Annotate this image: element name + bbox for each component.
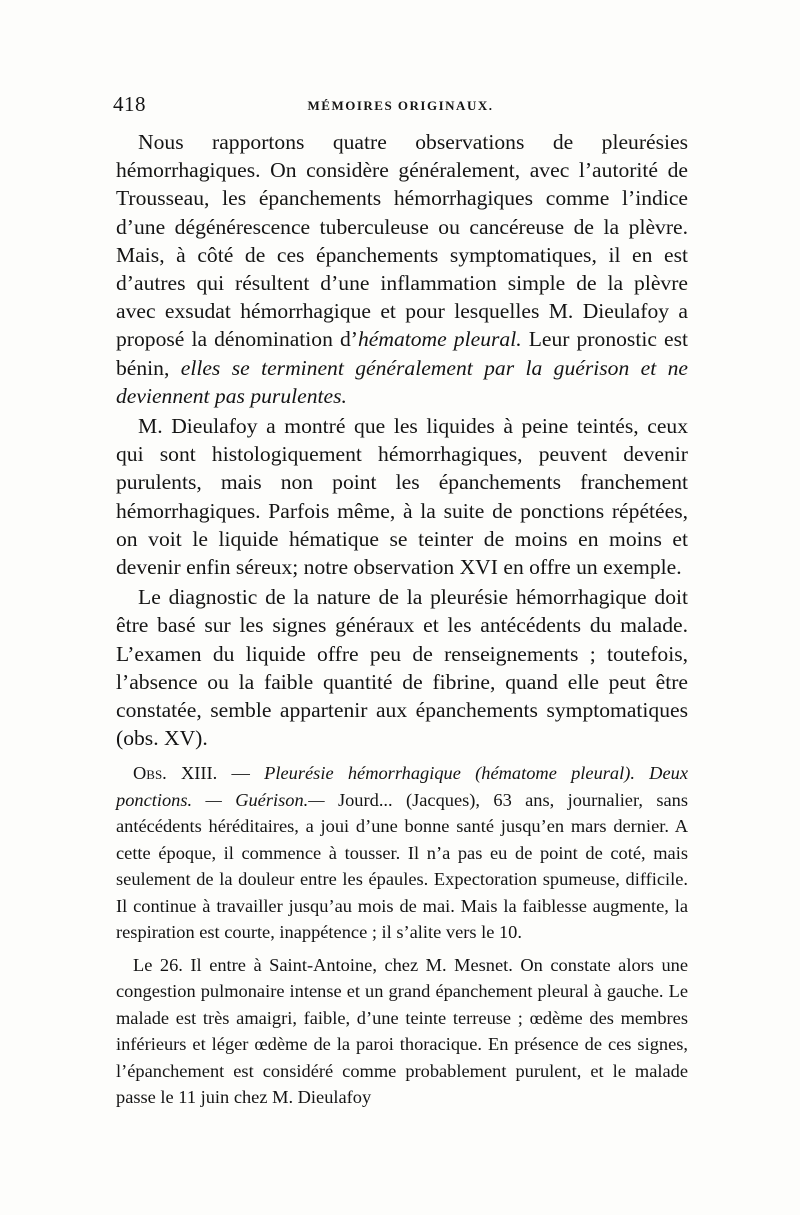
- paragraph-3: Le diagnostic de la nature de la pleurésie hémorrhagique doit être basé sur les signes généraux et les antécédents du malade. L’examen du liquide offre peu de renseignements ; toutefois, l’absence ou la faible quantité de fibrine, quand elle peut être constatée, semble appartenir aux épanchements symptomatiques (obs. XV).: [116, 585, 688, 751]
- paragraph-1-italic-term: hématome pleural.: [357, 327, 522, 352]
- observation-paragraph-1: [116, 760, 688, 946]
- observation-paragraph-2: Le 26. Il entre à Saint-Antoine, chez M. Mesnet. On constate alors une congestion pulmonaire intense et un grand épanchement pleural à gauche. Le malade est très amaigri, faible, d’une teinte terreuse ; œdème des membres inférieurs et léger œdème de la paroi thoracique. En présence de ces signes, l’épanchement est considéré comme probablement purulent, et le malade passe le 11 juin chez M. Dieulafoy: [116, 954, 688, 1107]
- paragraph-2: M. Dieulafoy a montré que les liquides à peine teintés, ceux qui sont histologiquement hémorrhagiques, peuvent devenir purulents, mais non point les épanchements franchement hémorrhagiques. Parfois même, à la suite de ponctions répétées, on voit le liquide hématique se teinter de moins en moins et devenir enfin séreux; notre observation XVI en offre un exemple.: [116, 414, 688, 580]
- page-header: [113, 92, 688, 124]
- page-number: 418: [113, 92, 146, 116]
- paragraph-1-text: Nous rapportons quatre observations de pleurésies hémorrhagiques. On considère généralement, avec l’autorité de Trousseau, les épanchements hémorrhagiques comme l’indice d’une dégénérescence tuberculeuse ou cancéreuse de la plèvre. Mais, à côté de ces épanchements symptomatiques, il en est d’autres qui résultent d’une inflammation simple de la plèvre avec exsudat hémorrhagique et pour lesquelles M. Dieulafoy a proposé la dénomination d’: [116, 130, 688, 352]
- paragraph-1: [116, 128, 688, 410]
- observation-section: [116, 760, 688, 1111]
- observation-dash: —: [217, 763, 265, 783]
- paragraph-1-italic-phrase: elles se terminent généralement par la guérison et ne deviennent pas purulentes.: [116, 355, 688, 408]
- main-text: [116, 128, 688, 752]
- paragraph-1-text-continued: Leur pronostic est bénin,: [116, 327, 688, 380]
- running-head: MÉMOIRES ORIGINAUX.: [307, 98, 494, 113]
- observation-text: Jourd... (Jacques), 63 ans, journalier, sans antécédents héréditaires, a joui d’une bonne santé jusqu’en mars dernier. A cette époque, il commence à tousser. Il n’a pas eu de point de coté, mais seulement de la douleur entre les épaules. Expectoration spumeuse, difficile. Il continue à travailler jusqu’au mois de mai. Mais la faiblesse augmente, la respiration est courte, inappétence ; il s’alite vers le 10.: [116, 789, 688, 942]
- observation-label: Obs. XIII.: [133, 763, 218, 783]
- observation-title: Pleurésie hémorrhagique (hématome pleural). Deux ponctions. — Guérison.—: [116, 763, 688, 810]
